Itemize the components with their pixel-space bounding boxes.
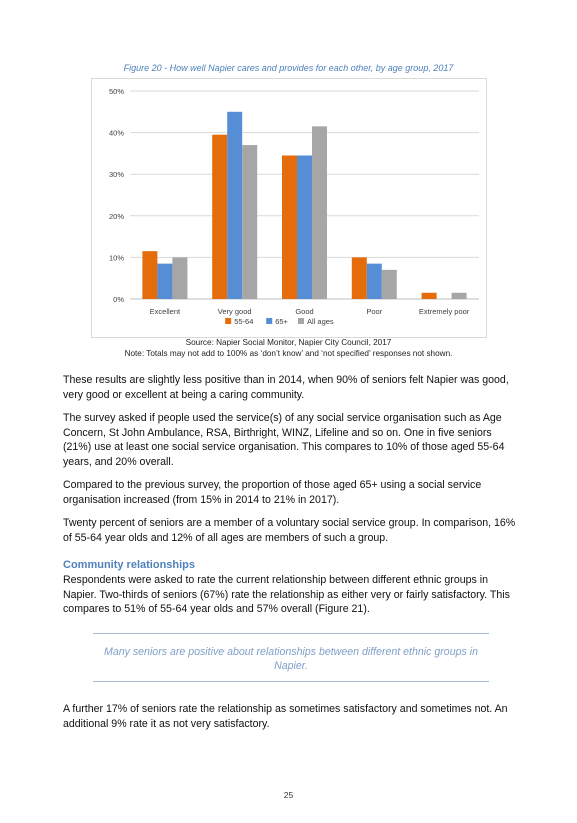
- x-tick-label: Very good: [217, 307, 252, 316]
- bar: [422, 293, 437, 299]
- bar-chart: [91, 78, 487, 338]
- figure-caption: Figure 20 - How well Napier cares and provides for each other, by age group, 2017: [123, 63, 454, 73]
- figure-source: Source: Napier Social Monitor, Napier City Council, 2017: [185, 338, 392, 347]
- legend-swatch: [225, 318, 231, 324]
- legend-label: 65+: [275, 317, 288, 326]
- bar: [242, 145, 257, 299]
- pull-quote: Many seniors are positive about relationships between different ethnic groups in Napier.: [104, 646, 478, 673]
- bar: [172, 257, 187, 299]
- y-tick-label: 30%: [108, 170, 124, 180]
- x-tick-label: Extremely poor: [418, 307, 470, 316]
- x-tick-label: Poor: [366, 307, 383, 316]
- legend-swatch: [266, 318, 272, 324]
- bar: [382, 270, 397, 299]
- paragraph-5: Respondents were asked to rate the current relationship between different ethnic groups in Napier. Two-thirds of seniors (67%) rate the relationship as either very or fairly satisfactory. This compares to 51% of 55-64 year olds and 57% overall (Figure 21).: [63, 574, 510, 616]
- x-tick-label: Good: [295, 307, 314, 316]
- bar: [297, 155, 312, 299]
- y-tick-label: 20%: [108, 211, 124, 221]
- bar: [312, 126, 327, 299]
- bar: [227, 112, 242, 299]
- bar: [367, 264, 382, 299]
- paragraph-3: Compared to the previous survey, the proportion of those aged 65+ using a social service organisation increased (from 15% in 2014 to 21% in 2017).: [63, 479, 482, 506]
- y-tick-label: 10%: [108, 253, 124, 263]
- legend-label: 55-64: [234, 317, 254, 326]
- x-tick-label: Excellent: [149, 307, 181, 316]
- bar-chart-svg: [92, 79, 486, 337]
- legend-swatch: [298, 318, 304, 324]
- legend-label: All ages: [307, 317, 334, 326]
- bar: [212, 135, 227, 299]
- y-tick-label: 0%: [113, 295, 124, 304]
- bar: [352, 257, 367, 299]
- bar: [142, 251, 157, 299]
- paragraph-6: A further 17% of seniors rate the relationship as sometimes satisfactory and sometimes not. An additional 9% rate it as not very satisfactory.: [63, 703, 508, 730]
- y-tick-label: 50%: [108, 87, 124, 96]
- figure-note: Note: Totals may not add to 100% as ‘don’t know’ and ‘not specified’ responses not shown.: [124, 349, 453, 358]
- paragraph-2: The survey asked if people used the service(s) of any social service organisation such as Age Concern, St John Ambulance, RSA, Birthright, WINZ, Lifeline and so on. One in five seniors (21%) use at least one social service organisation. This compares to 10% of those aged 55-64 years, and 20% overall.: [63, 412, 505, 468]
- bar: [157, 264, 172, 299]
- quote-rule-bottom: [93, 681, 489, 682]
- bar: [282, 155, 297, 299]
- quote-rule-top: [93, 633, 489, 634]
- paragraph-1: These results are slightly less positive than in 2014, when 90% of seniors felt Napier was good, very good or excellent at being a caring community.: [63, 374, 509, 401]
- section-heading: Community relationships: [63, 559, 196, 571]
- bar: [452, 293, 467, 299]
- page-number: 25: [283, 790, 294, 800]
- paragraph-4: Twenty percent of seniors are a member of a voluntary social service group. In comparison, 16% of 55-64 year olds and 12% of all ages are members of such a group.: [63, 517, 516, 544]
- y-tick-label: 40%: [108, 128, 124, 138]
